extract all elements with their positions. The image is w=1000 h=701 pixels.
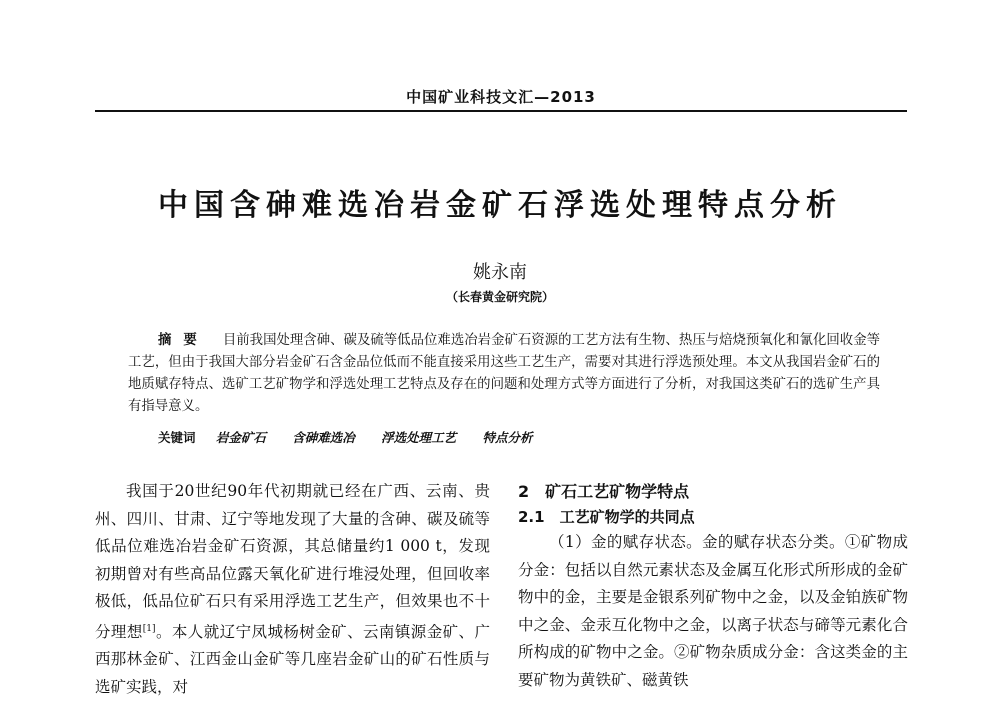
- keyword: 特点分析: [482, 430, 533, 445]
- keyword: 岩金矿石: [215, 430, 266, 445]
- paragraph-text: 我国于20世纪90年代初期就已经在广西、云南、贵州、四川、甘肃、辽宁等地发现了大量的含砷、碳及硫等低品位难选冶岩金矿石资源，其总储量约1 000 t，发现初期曾对有些高品位露天氧化矿进行堆浸处理，但回收率极低，低品位矿石只有采用浮选工艺生产，但效果也不十分理想: [95, 482, 490, 641]
- subsection-heading: 2.1 工艺矿物学的共同点: [518, 508, 695, 526]
- abstract: [128, 330, 880, 418]
- keyword: 浮选处理工艺: [381, 430, 457, 445]
- article-author: 姚永南: [473, 262, 527, 283]
- abstract-label: 摘要: [158, 333, 209, 348]
- keyword: 含砷难选冶: [292, 430, 355, 445]
- abstract-text: 目前我国处理含砷、碳及硫等低品位难选冶岩金矿石资源的工艺方法有生物、热压与焙烧预氧化和氰化回收金等工艺，但由于我国大部分岩金矿石含金品位低而不能直接采用这些工艺生产，需要对其进行浮选预处理。本文从我国岩金矿石的地质赋存特点、选矿工艺矿物学和浮选处理工艺特点及存在的问题和处理方式等方面进行了分析，对我国这类矿石的选矿生产具有指导意义。: [128, 333, 880, 414]
- article-title: 中国含砷难选冶岩金矿石浮选处理特点分析: [158, 188, 842, 223]
- keywords: [158, 428, 878, 446]
- section-heading: 2 矿石工艺矿物学特点: [518, 482, 690, 501]
- left-column: [95, 478, 490, 701]
- body-paragraph: （1）金的赋存状态。金的赋存状态分类。①矿物成分金：包括以自然元素状态及金属互化形式所形成的金矿物中的金，主要是金银系列矿物中之金，以及金铂族矿物中之金、金汞互化物中之金，以离子状态与碲等元素化合所构成的矿物中之金。②矿物杂质成分金：含这类金的主要矿物为黄铁矿、磁黄铁: [518, 533, 908, 689]
- right-column: [518, 478, 908, 694]
- author-affiliation: （长春黄金研究院）: [445, 290, 554, 304]
- citation: [1]: [142, 623, 156, 634]
- journal-header: 中国矿业科技文汇—2013: [406, 88, 596, 106]
- header-rule: [95, 110, 907, 112]
- paragraph-text-tail: 。本人就辽宁凤城杨树金矿、云南镇源金矿、广西那林金矿、江西金山金矿等几座岩金矿山的矿石性质与选矿实践，对: [95, 622, 490, 696]
- keywords-label: 关键词: [158, 430, 196, 445]
- body-paragraph: [95, 478, 490, 701]
